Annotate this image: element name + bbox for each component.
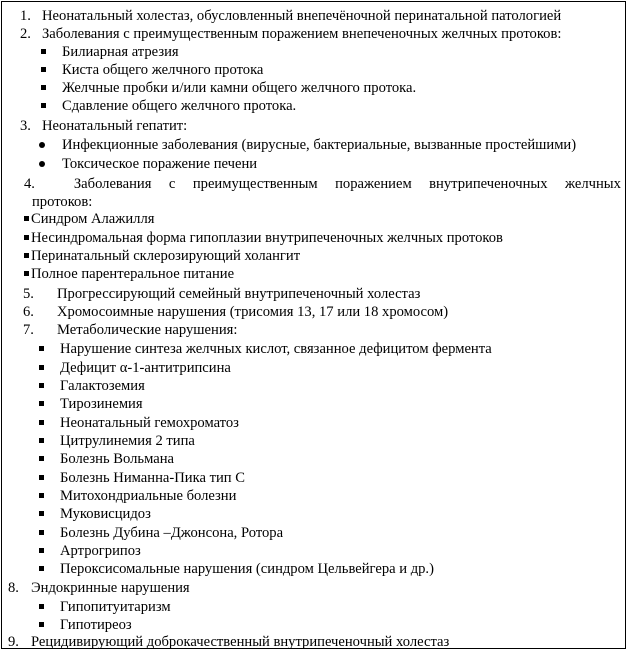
list-item-5 <box>2 285 621 303</box>
round-bullet-icon <box>39 142 45 148</box>
list-item-1 <box>2 7 621 25</box>
item-text: Прогрессирующий семейный внутрипеченочный холестаз <box>57 286 421 302</box>
sub-item: Инфекционные заболевания (вирусные, бактериальные, вызванные простейшими) <box>2 136 621 154</box>
sub-item: Синдром Алажилля <box>2 210 621 228</box>
item-number: 8. <box>8 580 19 596</box>
sub-item: Токсическое поражение печени <box>2 155 621 173</box>
sub-item: Митохондриальные болезни <box>2 487 621 505</box>
item-number: 6. <box>23 304 34 320</box>
round-bullet-icon <box>39 161 45 167</box>
item-text: Неонатальный холестаз, обусловленный внепечёночной перинатальной патологией <box>42 8 562 24</box>
item-number: 3. <box>20 118 31 134</box>
list-item-4: 4. Заболевания с преимущественным поражением внутрипеченочных желчных <box>24 176 621 192</box>
item-text: Метаболические нарушения: <box>57 322 238 338</box>
sub-item: Пероксисомальные нарушения (синдром Цельвейгера и др.) <box>2 560 621 578</box>
sub-item: Болезнь Ниманна-Пика тип С <box>2 469 621 487</box>
square-bullet-icon <box>24 216 29 221</box>
list-item-9 <box>2 633 621 651</box>
sub-item: Желчные пробки и/или камни общего желчного протока. <box>2 79 621 97</box>
square-bullet-icon <box>41 49 46 54</box>
sub-item: Гипотиреоз <box>2 616 621 634</box>
square-bullet-icon <box>39 511 44 516</box>
item-number: 4. <box>24 176 35 192</box>
square-bullet-icon <box>39 475 44 480</box>
sub-item: Неонатальный гемохроматоз <box>2 414 621 432</box>
item-text: Неонатальный гепатит: <box>42 118 188 134</box>
square-bullet-icon <box>39 438 44 443</box>
item-text: Рецидивирующий доброкачественный внутрипеченочный холестаз <box>31 634 450 650</box>
sub-item: Несиндромальная форма гипоплазии внутрипеченочных желчных протоков <box>2 229 621 247</box>
square-bullet-icon <box>39 383 44 388</box>
square-bullet-icon <box>39 401 44 406</box>
item-text: Хромосоимные нарушения (трисомия 13, 17 или 18 хромосом) <box>57 304 449 320</box>
square-bullet-icon <box>39 456 44 461</box>
square-bullet-icon <box>39 604 44 609</box>
item-number: 1. <box>20 8 31 24</box>
sub-item: Муковисцидоз <box>2 505 621 523</box>
item-text: Эндокринные нарушения <box>31 580 190 596</box>
sub-item: Перинатальный склерозирующий холангит <box>2 247 621 265</box>
square-bullet-icon <box>39 530 44 535</box>
sub-item: Сдавление общего желчного протока. <box>2 97 621 115</box>
document-frame <box>1 1 626 649</box>
sub-item: Галактоземия <box>2 377 621 395</box>
square-bullet-icon <box>39 548 44 553</box>
sub-item: Цитрулинемия 2 типа <box>2 432 621 450</box>
item-number: 5. <box>23 286 34 302</box>
sub-item: Тирозинемия <box>2 395 621 413</box>
square-bullet-icon <box>39 420 44 425</box>
list-item-8 <box>2 579 621 597</box>
square-bullet-icon <box>24 235 29 240</box>
sub-item: Гипопитуитаризм <box>2 598 621 616</box>
list-item-6 <box>2 303 621 321</box>
square-bullet-icon <box>24 253 29 258</box>
item-number: 2. <box>20 26 31 42</box>
sub-item: Билиарная атрезия <box>2 43 621 61</box>
square-bullet-icon <box>39 622 44 627</box>
sub-item: Нарушение синтеза желчных кислот, связанное дефицитом фермента <box>2 340 621 358</box>
sub-item: Киста общего желчного протока <box>2 61 621 79</box>
list-item-2 <box>2 25 621 43</box>
square-bullet-icon <box>39 493 44 498</box>
square-bullet-icon <box>41 103 46 108</box>
square-bullet-icon <box>24 271 29 276</box>
sub-item: Артрогрипоз <box>2 542 621 560</box>
item-number: 9. <box>8 634 19 650</box>
list-item-4-continuation: протоков: <box>32 194 93 210</box>
sub-item: Полное парентеральное питание <box>2 265 621 283</box>
list-item-7 <box>2 321 621 339</box>
sub-item: Болезнь Вольмана <box>2 450 621 468</box>
square-bullet-icon <box>39 346 44 351</box>
square-bullet-icon <box>39 566 44 571</box>
square-bullet-icon <box>39 365 44 370</box>
sub-item: Дефицит α-1-антитрипсина <box>2 359 621 377</box>
square-bullet-icon <box>41 67 46 72</box>
item-number: 7. <box>23 322 34 338</box>
sub-item: Болезнь Дубина –Джонсона, Ротора <box>2 524 621 542</box>
list-item-3 <box>2 117 621 135</box>
square-bullet-icon <box>41 85 46 90</box>
item-text: Заболевания с преимущественным поражением внепеченочных желчных протоков: <box>42 26 562 42</box>
